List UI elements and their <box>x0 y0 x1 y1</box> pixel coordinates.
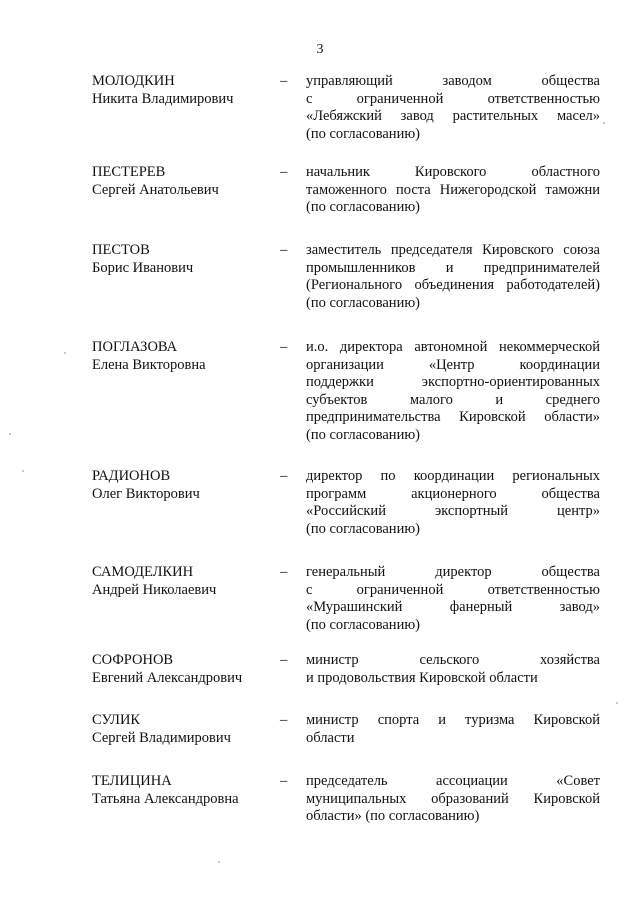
position-line: министр спорта и туризма Кировской <box>306 712 600 728</box>
position-line: (по согласованию) <box>306 426 420 443</box>
position-line: области» (по согласованию) <box>306 808 480 824</box>
member-given-names: Андрей Николаевич <box>92 581 217 598</box>
member-surname: ПЕСТЕРЕВ <box>92 164 166 180</box>
member-position <box>306 712 600 747</box>
member-surname: ПЕСТОВ <box>92 242 150 258</box>
position-line: области <box>306 729 355 746</box>
position-line: с ограниченной ответственностью <box>306 90 600 107</box>
position-line: управляющий заводом общества <box>306 73 600 89</box>
position-line: генеральный директор общества <box>306 564 600 580</box>
member-position <box>306 652 600 687</box>
scan-speck <box>9 433 11 435</box>
member-name <box>92 73 277 108</box>
member-given-names: Сергей Анатольевич <box>92 181 219 198</box>
member-name <box>92 164 277 199</box>
member-surname: МОЛОДКИН <box>92 73 175 89</box>
position-line: заместитель председателя Кировского союза <box>306 242 600 258</box>
position-line: (по согласованию) <box>306 199 420 215</box>
member-position <box>306 164 600 217</box>
member-given-names: Евгений Александрович <box>92 669 243 686</box>
position-line: (по согласованию) <box>306 125 420 142</box>
position-line: (по согласованию) <box>306 294 420 311</box>
separator-dash: – <box>280 242 288 258</box>
scan-speck <box>616 702 618 704</box>
separator-dash: – <box>280 468 288 484</box>
member-name <box>92 773 277 808</box>
position-line: программ акционерного общества <box>306 485 600 502</box>
scan-speck <box>64 352 66 354</box>
position-line: директор по координации региональных <box>306 468 600 484</box>
member-given-names: Олег Викторович <box>92 485 200 502</box>
position-line: предпринимательства Кировской области» <box>306 409 600 425</box>
separator-dash: – <box>280 164 288 180</box>
position-line: и продовольствия Кировской области <box>306 669 538 686</box>
member-given-names: Никита Владимирович <box>92 90 234 107</box>
position-line: промышленников и предпринимателей <box>306 259 600 276</box>
member-position <box>306 468 600 538</box>
separator-dash: – <box>280 652 288 668</box>
position-line: «Лебяжский завод растительных масел» <box>306 108 600 124</box>
separator-dash: – <box>280 339 288 355</box>
position-line: начальник Кировского областного <box>306 164 600 180</box>
scan-speck <box>218 861 220 863</box>
separator-dash: – <box>280 564 288 580</box>
position-line: субъектов малого и среднего <box>306 391 600 408</box>
position-line: министр сельского хозяйства <box>306 652 600 668</box>
member-given-names: Борис Иванович <box>92 259 194 276</box>
position-line: (по согласованию) <box>306 520 420 537</box>
position-line: (по согласованию) <box>306 616 420 633</box>
position-line: (Регионального объединения работодателей) <box>306 277 600 293</box>
member-given-names: Татьяна Александровна <box>92 790 239 807</box>
member-surname: РАДИОНОВ <box>92 468 171 484</box>
member-surname: СОФРОНОВ <box>92 652 174 668</box>
scan-speck <box>22 470 24 472</box>
member-given-names: Сергей Владимирович <box>92 729 231 746</box>
position-line: председатель ассоциации «Совет <box>306 773 600 789</box>
member-position <box>306 242 600 312</box>
position-line: поддержки экспортно-ориентированных <box>306 374 600 390</box>
position-line: «Российский экспортный центр» <box>306 503 600 519</box>
member-position <box>306 773 600 826</box>
separator-dash: – <box>280 712 288 728</box>
member-position <box>306 339 600 444</box>
scan-speck <box>603 122 605 124</box>
member-name <box>92 242 277 277</box>
separator-dash: – <box>280 73 288 89</box>
member-name <box>92 468 277 503</box>
position-line: муниципальных образований Кировской <box>306 790 600 807</box>
member-name <box>92 712 277 747</box>
separator-dash: – <box>280 773 288 789</box>
member-position <box>306 564 600 634</box>
position-line: с ограниченной ответственностью <box>306 581 600 598</box>
member-position <box>306 73 600 143</box>
page-number: 3 <box>316 42 324 57</box>
member-surname: САМОДЕЛКИН <box>92 564 194 580</box>
position-line: таможенного поста Нижегородской таможни <box>306 181 600 198</box>
member-name <box>92 564 277 599</box>
member-given-names: Елена Викторовна <box>92 356 206 373</box>
position-line: организации «Центр координации <box>306 356 600 373</box>
member-surname: ПОГЛАЗОВА <box>92 339 178 355</box>
member-name <box>92 652 277 687</box>
position-line: и.о. директора автономной некоммерческой <box>306 339 600 355</box>
member-surname: ТЕЛИЦИНА <box>92 773 172 789</box>
member-surname: СУЛИК <box>92 712 141 728</box>
member-name <box>92 339 277 374</box>
position-line: «Мурашинский фанерный завод» <box>306 599 600 615</box>
